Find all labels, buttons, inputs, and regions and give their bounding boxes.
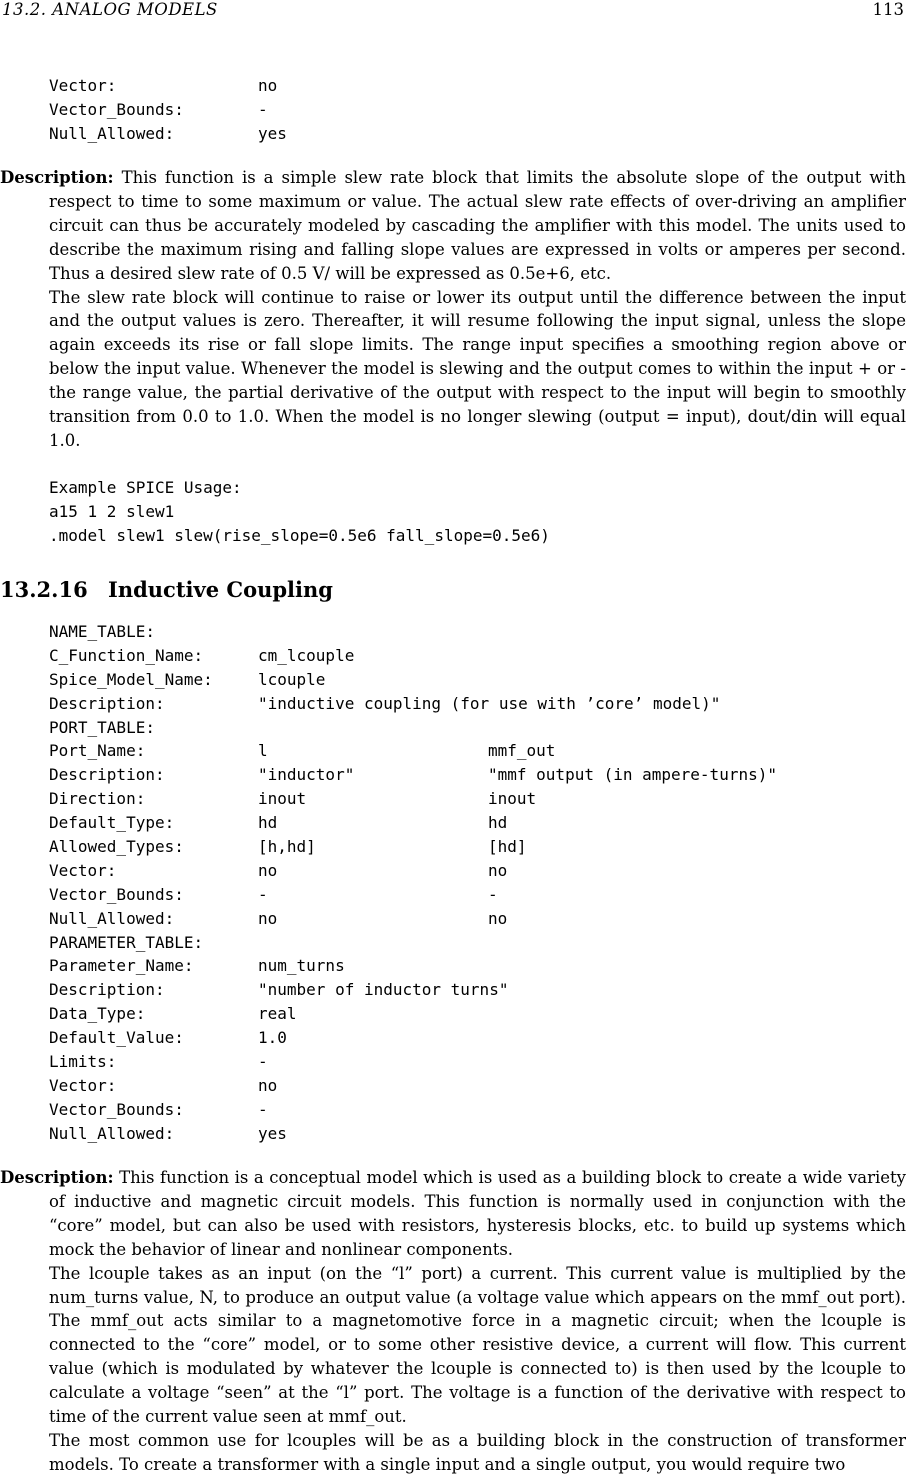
table-cell: -: [488, 884, 498, 904]
table-cell: real: [258, 1004, 297, 1024]
description-label: Description:: [0, 1168, 114, 1187]
table-cell: num_turns: [258, 956, 345, 976]
table-cell: hd: [258, 813, 278, 833]
table-row: [49, 978, 899, 1002]
table-cell: yes: [258, 1123, 287, 1143]
table-cell: Spice_Model_Name:: [49, 669, 213, 689]
table-cell: Default_Type:: [49, 813, 175, 833]
table-cell: Vector:: [49, 860, 117, 880]
table-cell: Null_Allowed:: [49, 908, 175, 928]
table-cell: NAME_TABLE:: [49, 622, 155, 641]
table-cell: -: [258, 1052, 268, 1072]
table-cell: cm_lcouple: [258, 645, 355, 665]
table-cell: Vector_Bounds:: [49, 884, 184, 904]
table-row: [49, 620, 899, 644]
table-row: [49, 787, 899, 811]
table-cell: [hd]: [488, 837, 527, 857]
table-cell: PARAMETER_TABLE:: [49, 932, 204, 952]
table-cell: [h,hd]: [258, 837, 316, 857]
table-row: [49, 835, 899, 859]
table-cell: Vector_Bounds:: [49, 1099, 184, 1119]
slew-description-p2: The slew rate block will continue to raise or lower its output until the difference between the input and the output values is zero. Thereafter, it will resume following the input signal, unless the slope again exceeds its rise or fall slope limits. The range input specifies a smoothing region above or below the input value. Whenever the model is slewing and the output comes to within the input + or - the range value, the partial derivative of the output with respect to the input will begin to smoothly transition from 0.0 to 1.0. When the model is no longer slewing (output = input), dout/din will equal 1.0.: [49, 287, 906, 450]
table-row: [49, 1122, 899, 1146]
table-row: Vector_Bounds: -: [49, 99, 268, 119]
table-row: [49, 1026, 899, 1050]
table-cell: no: [258, 1075, 278, 1095]
page-number: 113: [872, 0, 904, 19]
table-row: [49, 763, 899, 787]
table-cell: Direction:: [49, 789, 146, 809]
table-row: [49, 811, 899, 835]
table-cell: no: [258, 860, 278, 880]
table-cell: no: [488, 860, 508, 880]
table-cell: l: [258, 741, 268, 761]
table-cell: lcouple: [258, 669, 326, 689]
table-cell: C_Function_Name:: [49, 645, 204, 665]
table-row: [49, 883, 899, 907]
table-cell: 1.0: [258, 1028, 287, 1048]
lcouple-description: [0, 1166, 906, 1477]
table-row: [49, 1050, 899, 1074]
table-cell: "inductive coupling (for use with ’core’ model)": [258, 693, 721, 713]
table-cell: Description:: [49, 980, 165, 1000]
table-cell: -: [258, 884, 268, 904]
table-cell: Null_Allowed:: [49, 1123, 175, 1143]
table-cell: Data_Type:: [49, 1004, 146, 1024]
section-number: 13.2.16: [0, 577, 88, 602]
table-row: [49, 1002, 899, 1026]
table-cell: Parameter_Name:: [49, 956, 194, 976]
table-cell: -: [258, 1099, 268, 1119]
table-row: Null_Allowed: yes: [49, 123, 287, 143]
table-row: [49, 739, 899, 763]
table-cell: Default_Value:: [49, 1028, 184, 1048]
table-row: [49, 907, 899, 931]
table-row: [49, 716, 899, 740]
lcouple-description-p2: The lcouple takes as an input (on the “l” port) a current. This current value is multiplied by the num_turns value, N, to produce an output value (a voltage value which appears on the mmf_out port). The mmf_out acts similar to a magnetomotive force in a magnetic circuit; when the lcouple is connected to the “core” model, or to some other resistive device, a current will flow. This current value (which is modulated by whatever the lcouple is connected to) is then used by the lcouple to calculate a voltage “seen” at the “l” port. The voltage is a function of the derivative with respect to time of the current value seen at mmf_out.: [49, 1263, 906, 1427]
code-line: Example SPICE Usage:: [49, 478, 242, 497]
code-line: .model slew1 slew(rise_slope=0.5e6 fall_slope=0.5e6): [49, 525, 550, 545]
lcouple-description-p3: The most common use for lcouples will be as a building block in the construction of transformer models. To create a transformer with a single input and a single output, you would require two: [49, 1430, 906, 1474]
table-cell: Limits:: [49, 1052, 117, 1072]
table-cell: mmf_out: [488, 741, 556, 761]
interface-table: [49, 620, 899, 1146]
table-cell: "mmf output (in ampere-turns)": [488, 765, 777, 785]
example-spice-usage: [49, 476, 899, 548]
lcouple-description-p1: Description: This function is a conceptual model which is used as a building block to create a wide variety of inductive and magnetic circuit models. This function is normally used in conjunction with the “core” model, but can also be used with resistors, hysteresis blocks, etc. to build up systems which mock the behavior of linear and nonlinear components.: [0, 1168, 906, 1259]
table-row: [49, 859, 899, 883]
table-cell: Port_Name:: [49, 741, 146, 761]
section-heading: [0, 577, 333, 602]
code-line: a15 1 2 slew1: [49, 501, 175, 521]
table-cell: inout: [258, 789, 307, 809]
table-row: [49, 931, 899, 955]
page-header: [0, 0, 906, 22]
section-title: Inductive Coupling: [108, 577, 333, 602]
table-row: [49, 954, 899, 978]
table-cell: Description:: [49, 765, 165, 785]
table-cell: no: [258, 908, 278, 928]
table-row: [49, 644, 899, 668]
table-row: [49, 1098, 899, 1122]
table-row: [49, 692, 899, 716]
table-cell: "inductor": [258, 765, 355, 785]
table-cell: PORT_TABLE:: [49, 717, 155, 737]
parameter-table-continuation: [49, 74, 899, 146]
slew-description-p1: Description: This function is a simple slew rate block that limits the absolute slope of the output with respect to time to some maximum or value. The actual slew rate effects of over-driving an amplifier circuit can thus be accurately modeled by cascading the amplifier with this model. The units used to describe the maximum rising and falling slope values are expressed in volts or amperes per second. Thus a desired slew rate of 0.5 V/ will be expressed as 0.5e+6, etc.: [0, 168, 906, 283]
table-cell: "number of inductor turns": [258, 980, 509, 1000]
table-row: [49, 668, 899, 692]
table-row: [49, 1074, 899, 1098]
running-head-section: 13.2. ANALOG MODELS: [2, 0, 218, 19]
table-cell: Description:: [49, 693, 165, 713]
table-cell: inout: [488, 789, 537, 809]
table-row: Vector: no: [49, 76, 278, 95]
description-label: Description:: [0, 168, 114, 187]
table-cell: no: [488, 908, 508, 928]
table-cell: Allowed_Types:: [49, 837, 184, 857]
table-cell: Vector:: [49, 1075, 117, 1095]
table-cell: hd: [488, 813, 508, 833]
slew-description: [0, 166, 906, 453]
